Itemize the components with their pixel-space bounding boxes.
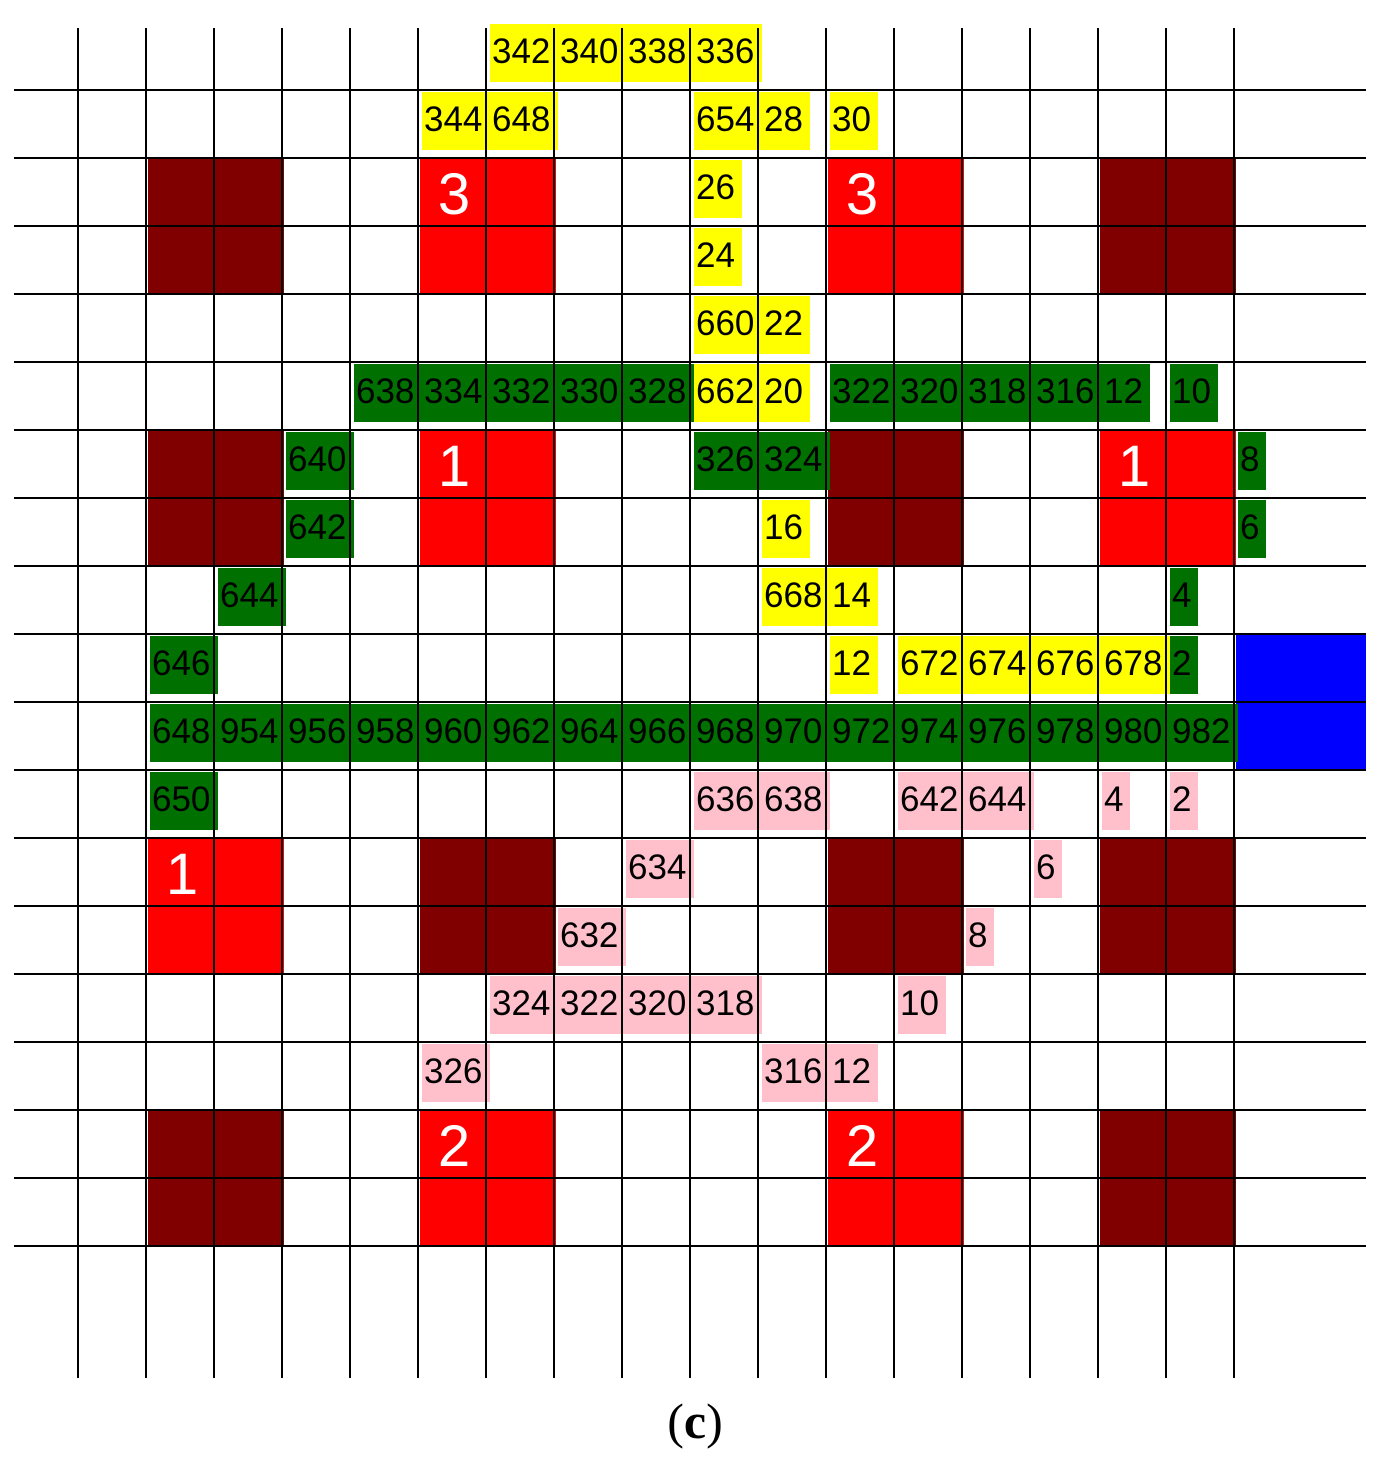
- label-text: 638: [764, 780, 823, 819]
- green-path-label: [694, 704, 762, 762]
- label-text: 648: [492, 100, 551, 139]
- green-path-label: [1170, 636, 1198, 694]
- label-text: 644: [220, 576, 279, 615]
- label-text: 326: [696, 440, 755, 479]
- label-text: 982: [1172, 712, 1231, 751]
- label-text: 634: [628, 848, 687, 887]
- label-text: 654: [696, 100, 755, 139]
- label-text: 336: [696, 32, 755, 71]
- green-path-label: [218, 704, 286, 762]
- label-text: 660: [696, 304, 755, 343]
- zone-number-label: 2: [845, 1114, 879, 1179]
- zone-number-label: 1: [165, 842, 199, 907]
- green-path-label: [218, 568, 286, 626]
- caption-letter: c: [683, 1393, 707, 1449]
- green-path-label: [1102, 364, 1150, 422]
- pink-path-label: [898, 976, 946, 1034]
- label-text: 8: [968, 916, 988, 955]
- label-text: 318: [968, 372, 1027, 411]
- label-text: 316: [764, 1052, 823, 1091]
- yellow-path-label: [558, 24, 626, 82]
- green-path-label: [490, 704, 558, 762]
- label-text: 2: [1172, 644, 1192, 683]
- label-text: 638: [356, 372, 415, 411]
- yellow-path-label: [626, 24, 694, 82]
- yellow-path-label: [830, 568, 878, 626]
- label-text: 22: [764, 304, 803, 343]
- label-text: 4: [1104, 780, 1124, 819]
- green-path-label: [286, 704, 354, 762]
- green-path-label: [1102, 704, 1170, 762]
- green-path-label: [966, 704, 1034, 762]
- yellow-path-label: [830, 92, 878, 150]
- label-text: 326: [424, 1052, 483, 1091]
- label-text: 678: [1104, 644, 1163, 683]
- pink-path-label: [422, 1044, 490, 1102]
- green-path-label: [558, 704, 626, 762]
- label-text: 968: [696, 712, 755, 751]
- pink-path-label: [694, 772, 762, 830]
- label-text: 12: [1104, 372, 1143, 411]
- pink-path-label: [490, 976, 558, 1034]
- green-path-label: [150, 772, 218, 830]
- label-text: 6: [1036, 848, 1056, 887]
- label-text: 344: [424, 100, 483, 139]
- label-text: 320: [900, 372, 959, 411]
- label-text: 956: [288, 712, 347, 751]
- yellow-path-label: [762, 92, 810, 150]
- label-text: 978: [1036, 712, 1095, 751]
- label-text: 334: [424, 372, 483, 411]
- yellow-path-label: [422, 92, 490, 150]
- pink-path-label: [1102, 772, 1130, 830]
- label-text: 648: [152, 712, 211, 751]
- label-text: 674: [968, 644, 1027, 683]
- label-text: 24: [696, 236, 735, 275]
- yellow-path-label: [830, 636, 878, 694]
- pink-path-label: [830, 1044, 878, 1102]
- label-text: 4: [1172, 576, 1192, 615]
- green-path-label: [286, 500, 354, 558]
- figure-caption: [0, 1392, 1390, 1450]
- pink-path-label: [558, 908, 626, 966]
- pink-path-label: [1170, 772, 1198, 830]
- green-path-label: [422, 704, 490, 762]
- label-text: 322: [832, 372, 891, 411]
- pink-path-label: [966, 772, 1034, 830]
- label-text: 668: [764, 576, 823, 615]
- yellow-path-label: [694, 92, 762, 150]
- green-path-label: [1170, 704, 1238, 762]
- green-path-label: [762, 704, 830, 762]
- label-text: 646: [152, 644, 211, 683]
- label-text: 966: [628, 712, 687, 751]
- label-text: 10: [900, 984, 939, 1023]
- label-text: 316: [1036, 372, 1095, 411]
- label-text: 330: [560, 372, 619, 411]
- label-text: 320: [628, 984, 687, 1023]
- yellow-path-label: [694, 228, 742, 286]
- label-text: 2: [1172, 780, 1192, 819]
- green-path-label: [422, 364, 490, 422]
- label-text: 958: [356, 712, 415, 751]
- zone-number-label: 1: [1117, 434, 1151, 499]
- caption-open-paren: (: [667, 1393, 684, 1449]
- label-text: 16: [764, 508, 803, 547]
- green-path-label: [150, 636, 218, 694]
- green-path-label: [1034, 704, 1102, 762]
- green-path-label: [1034, 364, 1102, 422]
- label-text: 954: [220, 712, 279, 751]
- label-text: 960: [424, 712, 483, 751]
- label-text: 636: [696, 780, 755, 819]
- label-text: 332: [492, 372, 551, 411]
- green-path-label: [762, 432, 830, 490]
- label-text: 324: [492, 984, 551, 1023]
- label-text: 8: [1240, 440, 1260, 479]
- label-text: 676: [1036, 644, 1095, 683]
- label-text: 20: [764, 372, 803, 411]
- label-text: 640: [288, 440, 347, 479]
- label-text: 14: [832, 576, 871, 615]
- label-text: 12: [832, 1052, 871, 1091]
- label-text: 340: [560, 32, 619, 71]
- pink-path-label: [626, 976, 694, 1034]
- label-text: 972: [832, 712, 891, 751]
- yellow-path-label: [490, 92, 558, 150]
- green-path-label: [490, 364, 558, 422]
- green-path-label: [354, 704, 422, 762]
- label-text: 324: [764, 440, 823, 479]
- pink-path-label: [762, 772, 830, 830]
- label-text: 632: [560, 916, 619, 955]
- yellow-path-label: [1034, 636, 1102, 694]
- label-text: 642: [900, 780, 959, 819]
- green-path-label: [354, 364, 422, 422]
- yellow-path-label: [1102, 636, 1170, 694]
- label-text: 962: [492, 712, 551, 751]
- label-text: 974: [900, 712, 959, 751]
- label-text: 10: [1172, 372, 1211, 411]
- green-path-label: [898, 364, 966, 422]
- label-text: 322: [560, 984, 619, 1023]
- yellow-path-label: [490, 24, 558, 82]
- zone-number-label: 3: [845, 162, 879, 227]
- label-text: 342: [492, 32, 551, 71]
- label-text: 672: [900, 644, 959, 683]
- green-path-label: [626, 704, 694, 762]
- yellow-path-label: [966, 636, 1034, 694]
- label-text: 318: [696, 984, 755, 1023]
- green-path-label: [286, 432, 354, 490]
- green-path-label: [830, 704, 898, 762]
- green-path-label: [1238, 500, 1266, 558]
- label-text: 30: [832, 100, 871, 139]
- caption-close-paren: ): [706, 1393, 723, 1449]
- green-path-label: [1170, 364, 1218, 422]
- yellow-path-label: [694, 160, 742, 218]
- pink-path-label: [626, 840, 694, 898]
- label-text: 976: [968, 712, 1027, 751]
- green-path-label: [558, 364, 626, 422]
- label-text: 650: [152, 780, 211, 819]
- pink-path-label: [1034, 840, 1062, 898]
- label-text: 12: [832, 644, 871, 683]
- pink-path-label: [762, 1044, 830, 1102]
- green-path-label: [1238, 432, 1266, 490]
- green-path-label: [830, 364, 898, 422]
- label-text: 970: [764, 712, 823, 751]
- label-text: 980: [1104, 712, 1163, 751]
- yellow-path-label: [762, 364, 810, 422]
- yellow-path-label: [694, 364, 762, 422]
- label-text: 642: [288, 508, 347, 547]
- label-text: 6: [1240, 508, 1260, 547]
- green-path-label: [966, 364, 1034, 422]
- green-path-label: [694, 432, 762, 490]
- yellow-path-label: [694, 24, 762, 82]
- yellow-path-label: [898, 636, 966, 694]
- pink-path-label: [898, 772, 966, 830]
- pink-path-label: [558, 976, 626, 1034]
- zone-number-label: 2: [437, 1114, 471, 1179]
- label-text: 328: [628, 372, 687, 411]
- yellow-path-label: [762, 568, 830, 626]
- green-path-label: [1170, 568, 1198, 626]
- label-text: 28: [764, 100, 803, 139]
- zone-number-label: 3: [437, 162, 471, 227]
- label-text: 964: [560, 712, 619, 751]
- green-path-label: [150, 704, 218, 762]
- green-path-label: [626, 364, 694, 422]
- label-text: 644: [968, 780, 1027, 819]
- green-path-label: [898, 704, 966, 762]
- yellow-path-label: [762, 500, 810, 558]
- zone-number-label: 1: [437, 434, 471, 499]
- yellow-path-label: [694, 296, 762, 354]
- label-text: 662: [696, 372, 755, 411]
- label-text: 26: [696, 168, 735, 207]
- yellow-path-label: [762, 296, 810, 354]
- label-text: 338: [628, 32, 687, 71]
- pink-path-label: [966, 908, 994, 966]
- pink-path-label: [694, 976, 762, 1034]
